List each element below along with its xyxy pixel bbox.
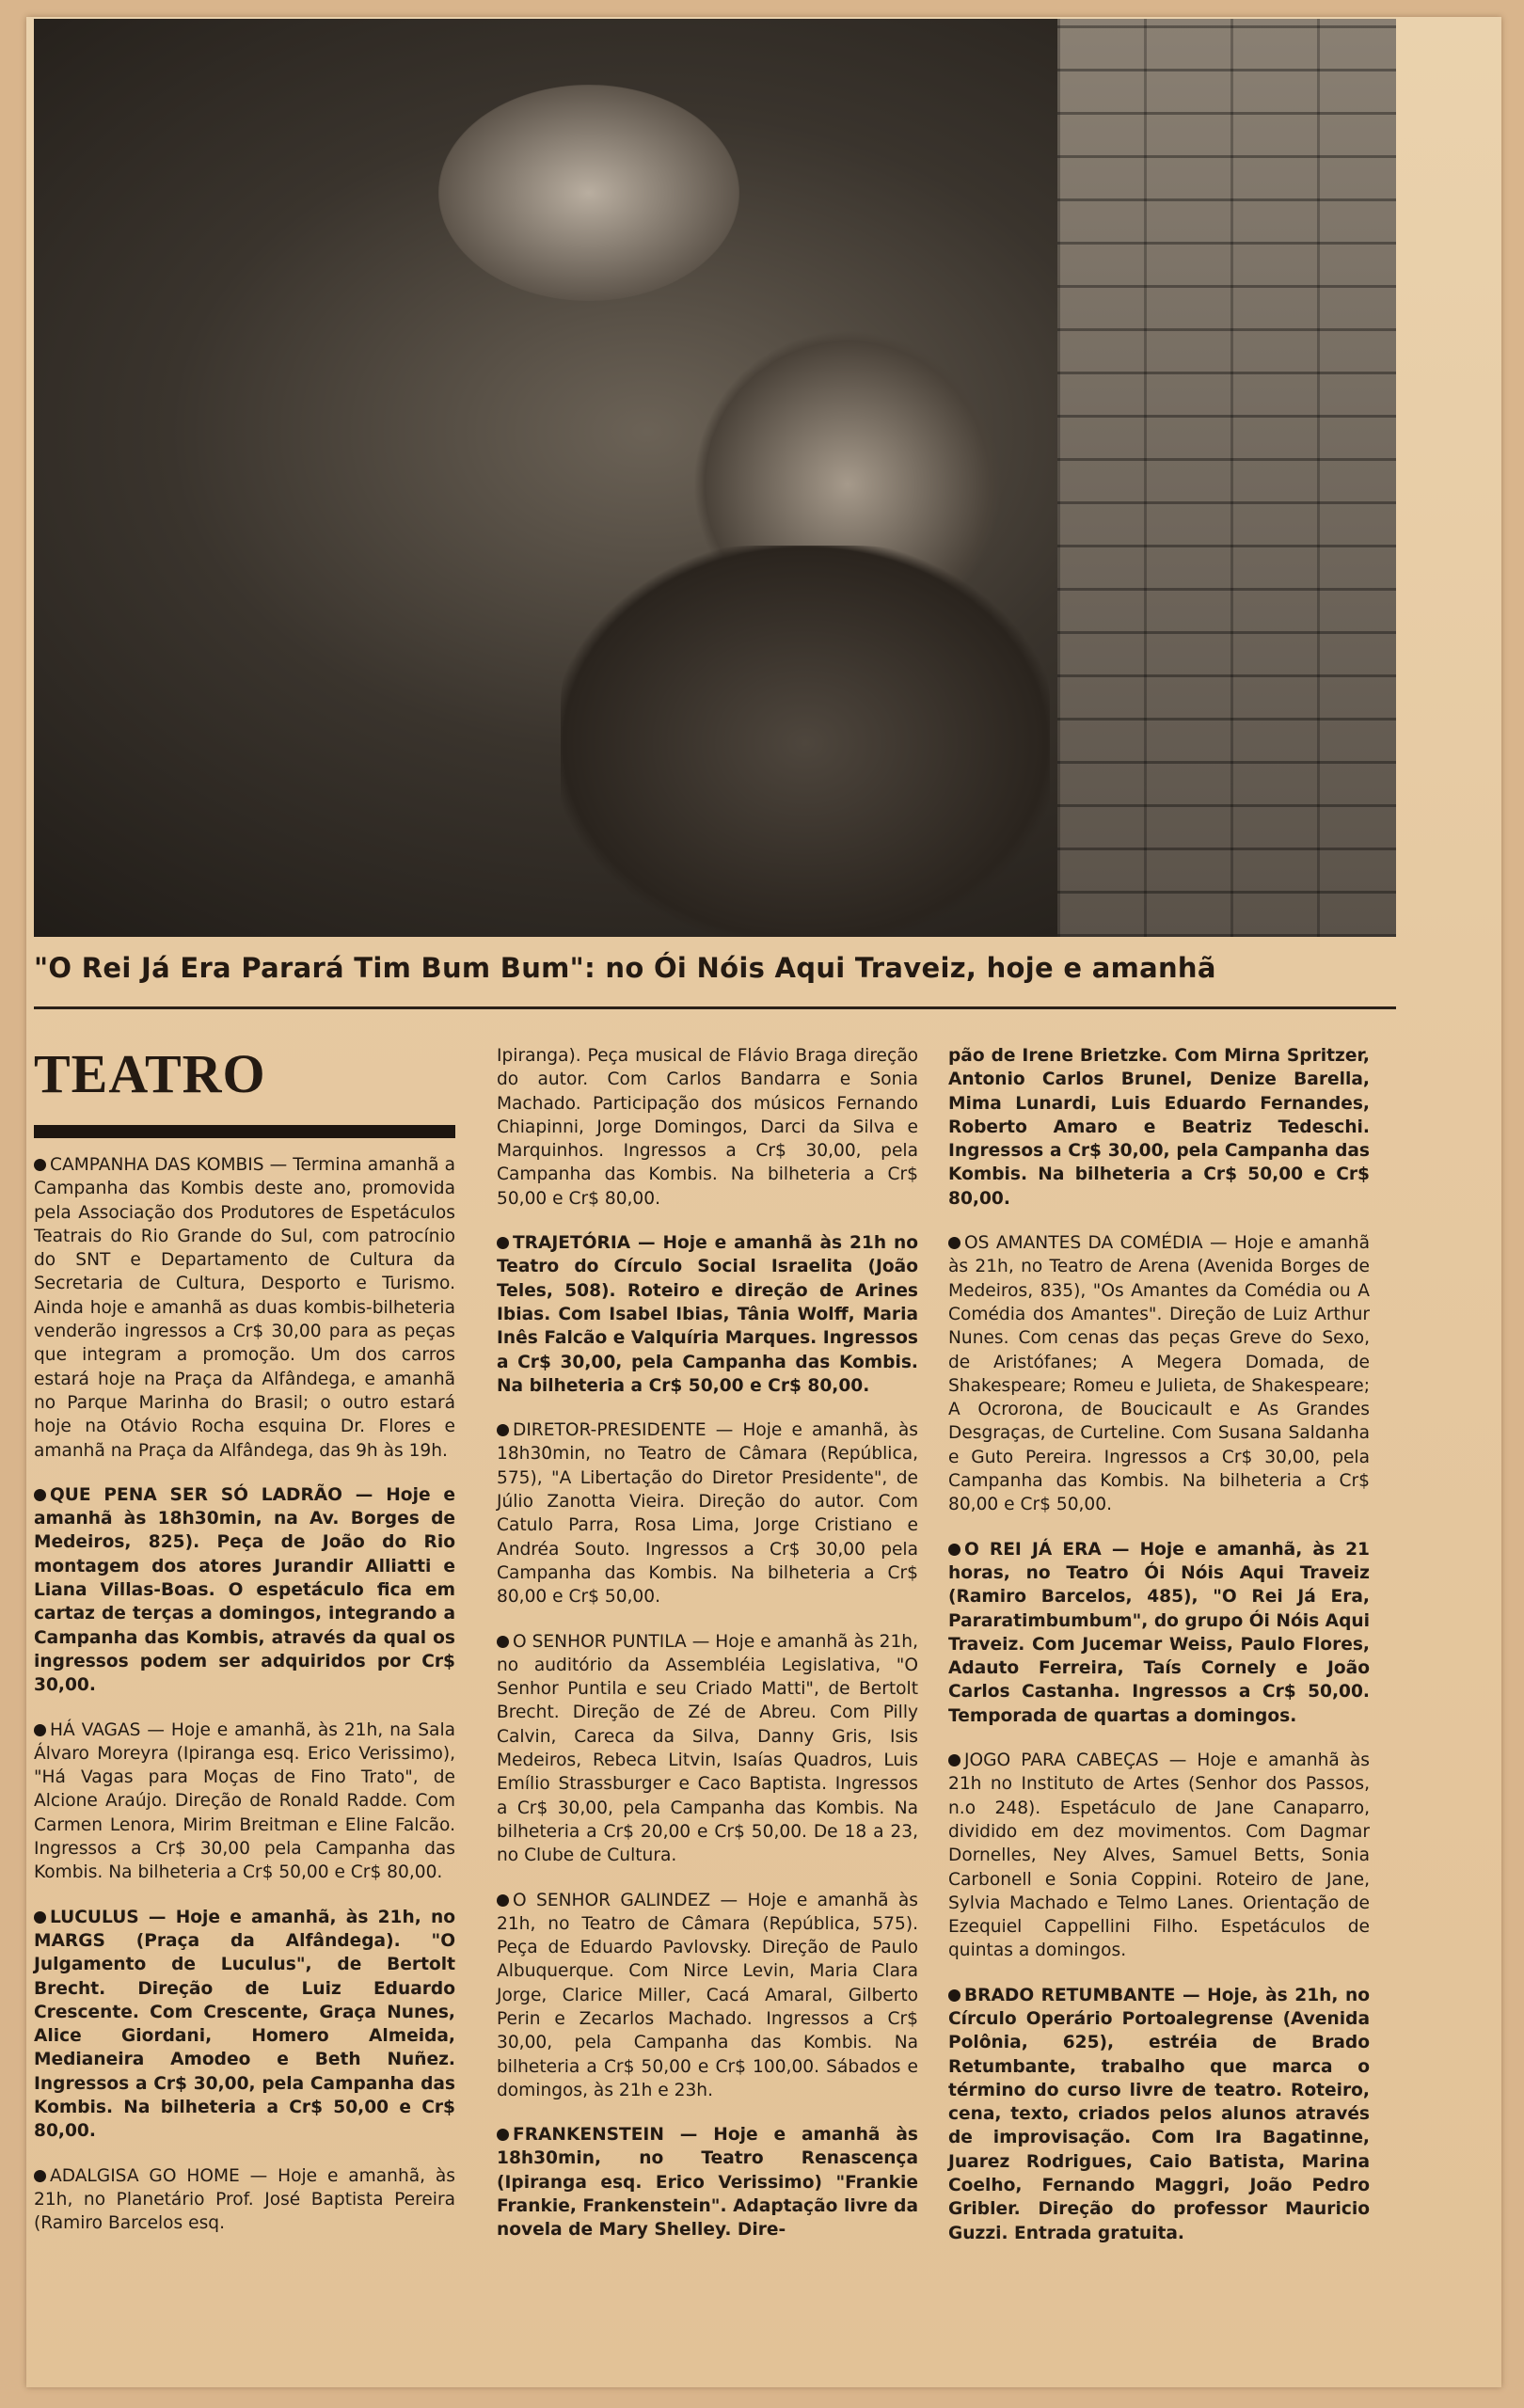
bullet-icon — [497, 2129, 509, 2141]
listing-item: O SENHOR GALINDEZ — Hoje e amanhã às 21h, no Teatro de Câmara (República, 575). Peça de Eduardo Pavlovsky. Direção de Paulo Albuquerque. Com Nirce Levin, Maria Clara Jorge, Clarice Miller, Cacá Amaral, Gilberto Perin e Zecarlos Machado. Ingressos a Cr$ 30,00, pela Campanha das Kombis. Na bilheteria a Cr$ 50,00 e Cr$ 100,00. Sábados e domingos, às 21h e 23h. — [497, 1890, 918, 2100]
listing-item-continued: pão de Irene Brietzke. Com Mirna Spritzer, Antonio Carlos Brunel, Denize Barella, Mima Lunardi, Luis Eduardo Fernandes, Roberto Amaro e Beatriz Tedeschi. Ingressos a Cr$ 30,00, pela Campanha das Kombis. Na bilheteria a Cr$ 50,00 e Cr$ 80,00. — [948, 1046, 1370, 1209]
listing-item: FRANKENSTEIN — Hoje e amanhã às 18h30min, no Teatro Renascença (Ipiranga esq. Erico Verissimo) "Frankie Frankie, Frankenstein". Adaptação livre da novela de Mary Shelley. Dire- — [497, 2125, 918, 2241]
actor-figure-top — [438, 85, 739, 301]
listing-item: JOGO PARA CABEÇAS — Hoje e amanhã às 21h no Instituto de Artes (Senhor dos Passos, n.o 248). Espetáculo de Jane Canaparro, dividido em dez movimentos. Com Dagmar Dornelles, Ney Alves, Samuel Betts, Sonia Carbonell e Sonia Coppini. Roteiro de Jane, Sylvia Machado e Telmo Lanes. Orientação de Ezequiel Cappellini Filho. Espetáculos de quintas a domingos. — [948, 1751, 1370, 1961]
brick-wall-background — [1057, 19, 1396, 937]
bullet-icon — [948, 1544, 960, 1556]
theater-photo — [34, 19, 1396, 937]
actor-figure-body — [561, 546, 1050, 937]
listing-item: TRAJETÓRIA — Hoje e amanhã às 21h no Teatro do Círculo Social Israelita (João Teles, 508). Roteiro e direção de Arines Ibias. Com Isabel Ibias, Tânia Wolff, Maria Inês Falcão e Valquíria Marques. Ingressos a Cr$ 30,00, pela Campanha das Kombis. Na bilheteria a Cr$ 50,00 e Cr$ 80,00. — [497, 1233, 918, 1396]
bullet-icon — [948, 1237, 960, 1249]
listing-item: O SENHOR PUNTILA — Hoje e amanhã às 21h, no auditório da Assembléia Legislativa, "O Senhor Puntila e seu Criado Matti", de Bertolt Brecht. Direção de Zé de Abreu. Com Pilly Calvin, Careca da Silva, Danny Gris, Isis Medeiros, Rebeca Litvin, Isaías Quadros, Luis Emílio Strassburger e Caco Baptista. Ingressos a Cr$ 30,00, pela Campanha das Kombis. Na bilheteria a Cr$ 20,00 e Cr$ 50,00. De 18 a 23, no Clube de Cultura. — [497, 1631, 918, 1866]
listing-item: OS AMANTES DA COMÉDIA — Hoje e amanhã às 21h, no Teatro de Arena (Avenida Borges de Medeiros, 835), "Os Amantes da Comédia ou A Comédia dos Amantes". Direção de Luiz Arthur Nunes. Com cenas das peças Greve do Sexo, de Aristófanes; A Megera Domada, de Shakespeare; Romeu e Julieta, de Shakespeare; A Ocrorona, de Boucicault e As Grandes Desgraças, de Curteline. Com Susana Saldanha e Guto Pereira. Ingressos a Cr$ 30,00, pela Campanha das Kombis. Na bilheteria a Cr$ 80,00 e Cr$ 50,00. — [948, 1233, 1370, 1515]
listing-item: ADALGISA GO HOME — Hoje e amanhã, às 21h, no Planetário Prof. José Baptista Pereira (Ramiro Barcelos esq. — [34, 2165, 455, 2234]
section-title: TEATRO — [34, 1043, 266, 1104]
bullet-icon — [34, 1724, 46, 1736]
bullet-icon — [34, 1489, 46, 1501]
section-rule — [34, 1006, 1396, 1009]
column-3 — [948, 1044, 1370, 2266]
photo-caption: "O Rei Já Era Parará Tim Bum Bum": no Ói Nóis Aqui Traveiz, hoje e amanhã — [34, 952, 1216, 984]
bullet-icon — [948, 1989, 960, 2002]
listing-item: O REI JÁ ERA — Hoje e amanhã, às 21 horas, no Teatro Ói Nóis Aqui Traveiz (Ramiro Barcelos, 485), "O Rei Já Era, Pararatimbumbum", do grupo Ói Nóis Aqui Traveiz. Com Jucemar Weiss, Paulo Flores, Adauto Ferreira, Taís Cornely e João Carlos Castanha. Ingressos a Cr$ 50,00. Temporada de quartas a domingos. — [948, 1539, 1370, 1726]
listing-item: BRADO RETUMBANTE — Hoje, às 21h, no Círculo Operário Portoalegrense (Avenida Polônia, 625), estréia de Brado Retumbante, trabalho que marca o término do curso livre de teatro. Roteiro, cena, texto, criados pelos alunos através de improvisação. Com Ira Bagatinne, Juarez Rodrigues, Caio Batista, Marina Coelho, Fernando Maggri, João Pedro Gribler. Direção do professor Mauricio Guzzi. Entrada gratuita. — [948, 1985, 1370, 2243]
bullet-icon — [497, 1424, 509, 1436]
column-1 — [34, 1153, 455, 2256]
bullet-icon — [497, 1636, 509, 1648]
bullet-icon — [34, 1911, 46, 1924]
bullet-icon — [34, 2170, 46, 2182]
bullet-icon — [948, 1754, 960, 1766]
listing-item: CAMPANHA DAS KOMBIS — Termina amanhã a Campanha das Kombis deste ano, promovida pela Associação dos Produtores de Espetáculos Teatrais do Rio Grande do Sul, com patrocínio do SNT e Departamento de Cultura da Secretaria de Cultura, Desporto e Turismo. Ainda hoje e amanhã as duas kombis-bilheteria venderão ingressos a Cr$ 30,00 para as peças que integram a promoção. Um dos carros estará hoje na Praça da Alfândega, e amanhã no Parque Marinha do Brasil; o outro estará hoje na Otávio Rocha esquina Dr. Flores e amanhã na Praça da Alfândega, das 9h às 19h. — [34, 1155, 455, 1461]
bullet-icon — [34, 1159, 46, 1171]
section-title-bar — [34, 1125, 455, 1138]
listing-item: HÁ VAGAS — Hoje e amanhã, às 21h, na Sala Álvaro Moreyra (Ipiranga esq. Erico Verissimo), "Há Vagas para Moças de Fino Trato", de Alcione Araújo. Direção de Ronald Radde. Com Carmen Lenora, Mirim Breitman e Eline Falcão. Ingressos a Cr$ 30,00 pela Campanha das Kombis. Na bilheteria a Cr$ 50,00 e Cr$ 80,00. — [34, 1719, 455, 1883]
listing-item: DIRETOR-PRESIDENTE — Hoje e amanhã, às 18h30min, no Teatro de Câmara (República, 575), "A Libertação do Diretor Presidente", de Júlio Zanotta Vieira. Direção do autor. Com Catulo Parra, Rosa Lima, Jorge Cristiano e Andréa Souto. Ingressos a Cr$ 30,00 pela Campanha das Kombis. Na bilheteria a Cr$ 80,00 e Cr$ 50,00. — [497, 1420, 918, 1608]
newspaper-clipping — [26, 17, 1501, 2387]
bullet-icon — [497, 1894, 509, 1907]
bullet-icon — [497, 1237, 509, 1249]
column-2 — [497, 1044, 918, 2263]
listing-item: QUE PENA SER SÓ LADRÃO — Hoje e amanhã às 18h30min, na Av. Borges de Medeiros, 825). Peça de João do Rio montagem dos atores Jurandir Alliatti e Liana Villas-Boas. O espetáculo fica em cartaz de terças a domingos, integrando a Campanha das Kombis, através da qual os ingressos podem ser adquiridos por Cr$ 30,00. — [34, 1484, 455, 1696]
listing-item-continued: Ipiranga). Peça musical de Flávio Braga direção do autor. Com Carlos Bandarra e Sonia Machado. Participação dos músicos Fernando Chiapinni, Jorge Domingos, Darci da Silva e Marquinhos. Ingressos a Cr$ 30,00, pela Campanha das Kombis. Na bilheteria a Cr$ 50,00 e Cr$ 80,00. — [497, 1046, 918, 1209]
listing-item: LUCULUS — Hoje e amanhã, às 21h, no MARGS (Praça da Alfândega). "O Julgamento de Luculus", de Bertolt Brecht. Direção de Luiz Eduardo Crescente. Com Crescente, Graça Nunes, Alice Giordani, Homero Almeida, Medianeira Amodeo e Beth Nuñez. Ingressos a Cr$ 30,00, pela Campanha das Kombis. Na bilheteria a Cr$ 50,00 e Cr$ 80,00. — [34, 1907, 455, 2142]
